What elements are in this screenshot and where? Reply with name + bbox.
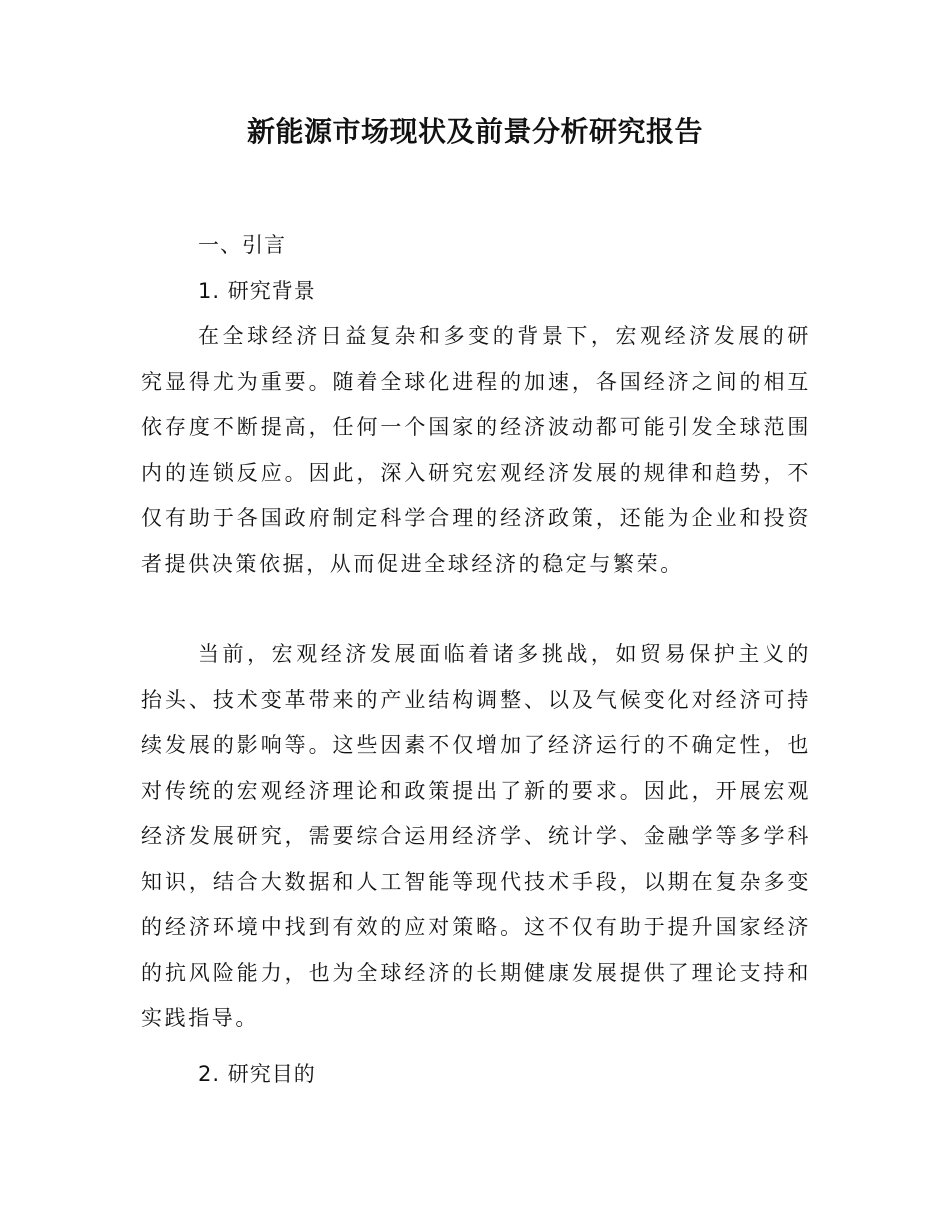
subsection-heading-research-background: 1. 研究背景 <box>198 279 316 303</box>
section-heading-introduction: 一、引言 <box>198 233 286 257</box>
subsection-heading-research-purpose: 2. 研究目的 <box>198 1062 316 1086</box>
paragraph-background-2: 当前，宏观经济发展面临着诸多挑战，如贸易保护主义的抬头、技术变革带来的产业结构调整、以及气候变化对经济可持续发展的影响等。这些因素不仅增加了经济运行的不确定性，也对传统的宏观经济理论和政策提出了新的要求。因此，开展宏观经济发展研究，需要综合运用经济学、统计学、金融学等多学科知识，结合大数据和人工智能等现代技术手段，以期在复杂多变的经济环境中找到有效的应对策略。这不仅有助于提升国家经济的抗风险能力，也为全球经济的长期健康发展提供了理论支持和实践指导。 <box>141 642 811 1030</box>
document-title: 新能源市场现状及前景分析研究报告 <box>246 115 703 148</box>
paragraph-background-1: 在全球经济日益复杂和多变的背景下，宏观经济发展的研究显得尤为重要。随着全球化进程的加速，各国经济之间的相互依存度不断提高，任何一个国家的经济波动都可能引发全球范围内的连锁反应。因此，深入研究宏观经济发展的规律和趋势，不仅有助于各国政府制定科学合理的经济政策，还能为企业和投资者提供决策依据，从而促进全球经济的稳定与繁荣。 <box>141 324 811 576</box>
